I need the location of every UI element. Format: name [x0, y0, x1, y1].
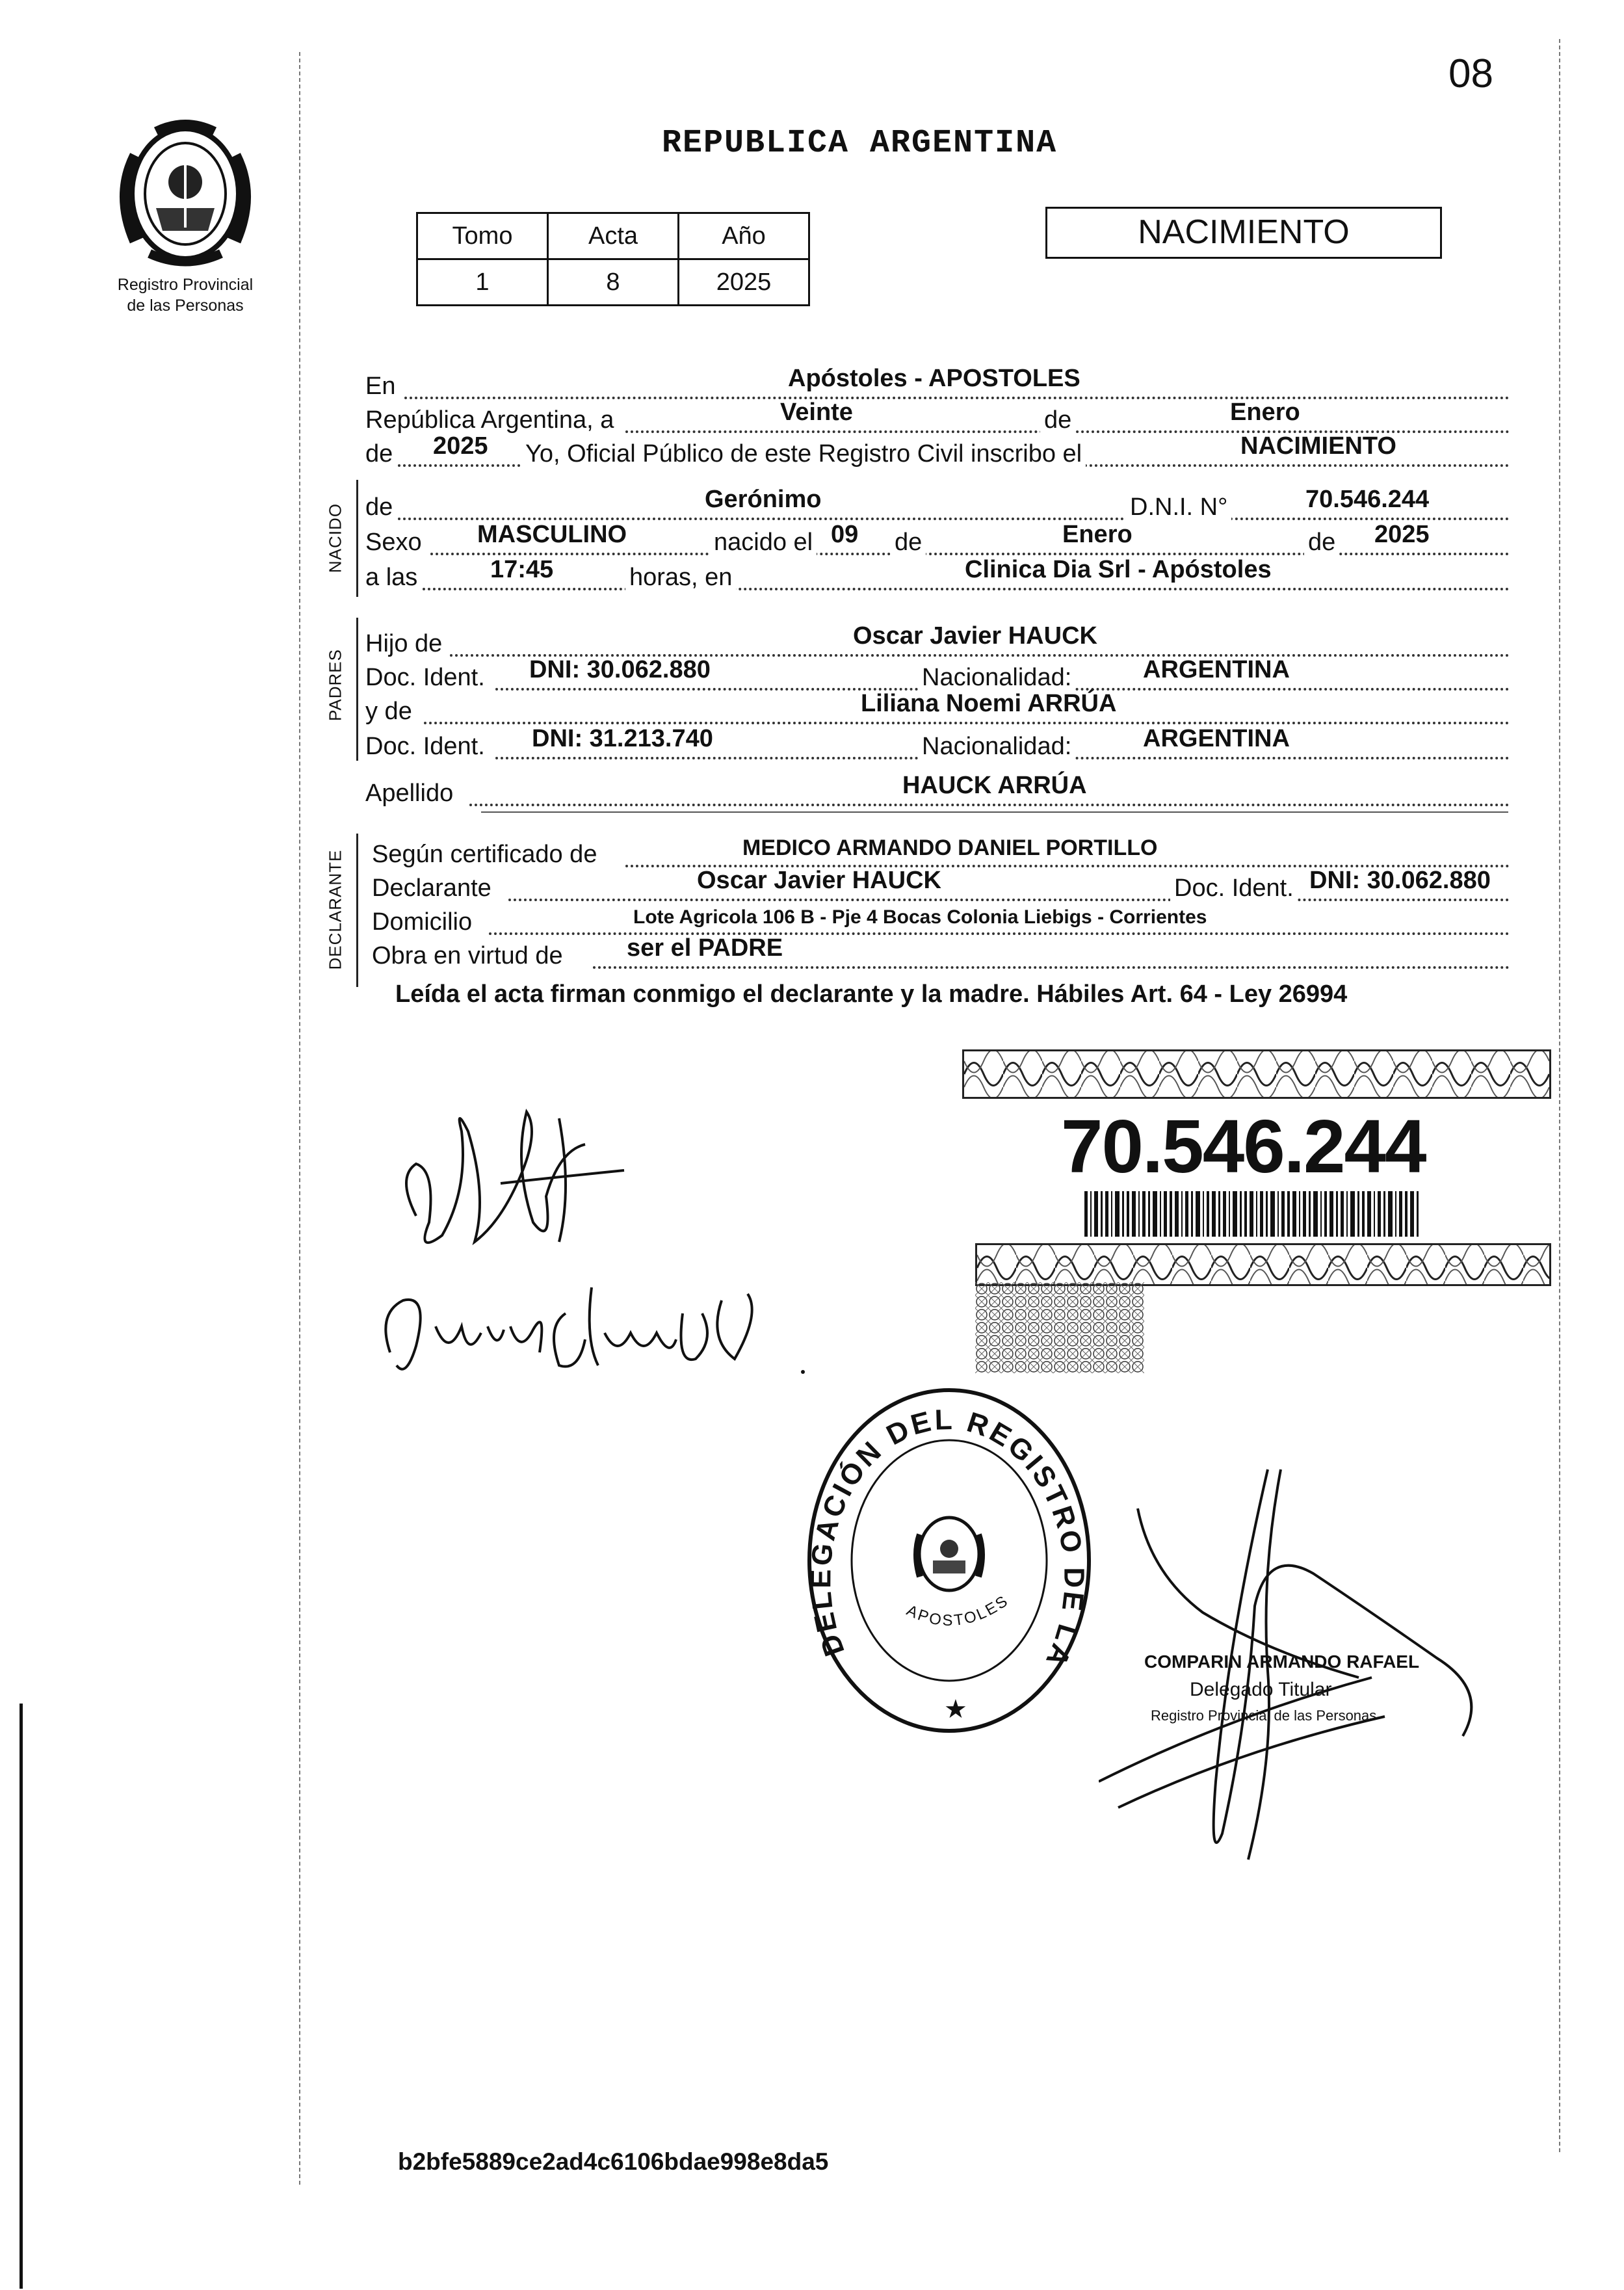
row-nacido-name — [365, 485, 1510, 523]
row-apellido — [365, 771, 1510, 809]
official-role: Delegado Titular — [1190, 1679, 1332, 1700]
label-en: En — [365, 373, 399, 401]
security-strip-bottom — [975, 1243, 1551, 1286]
value-birth-year: 2025 — [1374, 521, 1430, 548]
left-edge-bar — [20, 1704, 23, 2289]
value-domicilio: Lote Agricola 106 B - Pje 4 Bocas Colonia Liebigs - Corrientes — [633, 906, 1207, 928]
row-republica — [365, 398, 1510, 436]
act-type-box: NACIMIENTO — [1045, 207, 1442, 259]
label-republica: República Argentina, a — [365, 406, 618, 434]
value-certificado: MEDICO ARMANDO DANIEL PORTILLO — [742, 836, 1158, 860]
value-acta: 8 — [548, 259, 679, 306]
nacido-bracket — [356, 480, 358, 597]
label-certificado: Según certificado de — [372, 841, 601, 869]
label-y-de: y de — [365, 698, 416, 726]
page-number: 08 — [1448, 51, 1493, 96]
official-name: COMPARIN ARMANDO RAFAEL — [1144, 1652, 1420, 1672]
value-name: Gerónimo — [705, 486, 822, 513]
label-officer: Yo, Oficial Público de este Registro Civil inscribo el — [521, 440, 1086, 468]
value-act-word: NACIMIENTO — [1240, 432, 1396, 460]
nacido-label: NACIDO — [325, 503, 345, 573]
header-tomo: Tomo — [417, 213, 548, 259]
header-anio: Año — [679, 213, 809, 259]
value-father-doc: DNI: 30.062.880 — [529, 656, 711, 683]
province-logo — [111, 117, 260, 273]
label-apellido: Apellido — [365, 780, 457, 808]
row-y-de — [365, 689, 1510, 727]
row-domicilio — [365, 900, 1510, 938]
row-hora — [365, 555, 1510, 593]
row-obra — [365, 934, 1510, 971]
row-certificado — [365, 832, 1510, 870]
label-sexo: Sexo — [365, 529, 426, 557]
value-year: 2025 — [433, 432, 488, 460]
svg-text:APOSTOLES — [904, 1592, 1012, 1629]
header-acta: Acta — [548, 213, 679, 259]
label-declarante: Declarante — [372, 875, 495, 902]
value-father-nat: ARGENTINA — [1143, 656, 1290, 683]
legal-text: Leída el acta firman conmigo el declarante y la madre. Hábiles Art. 64 - Ley 26994 — [395, 980, 1348, 1008]
row-father-doc — [365, 655, 1510, 693]
value-decl-doc: DNI: 30.062.880 — [1309, 867, 1491, 894]
label-nacido-el: nacido el — [710, 529, 817, 557]
document-title: REPUBLICA ARGENTINA — [662, 125, 1058, 162]
row-sexo — [365, 520, 1510, 558]
label-de2: de — [891, 529, 926, 557]
value-day-words: Veinte — [780, 399, 853, 426]
declarante-bracket — [356, 834, 358, 987]
row-mother-doc — [365, 724, 1510, 762]
padres-bracket — [356, 618, 358, 761]
value-sexo: MASCULINO — [477, 521, 627, 548]
value-obra: ser el PADRE — [627, 934, 783, 962]
padres-label: PADRES — [325, 649, 345, 721]
declarante-label: DECLARANTE — [325, 849, 345, 970]
label-de: de — [1040, 406, 1075, 434]
value-birth-month: Enero — [1062, 521, 1133, 548]
right-margin-line — [1559, 39, 1560, 2152]
label-mother-nat: Nacionalidad: — [918, 733, 1075, 761]
declarant-signature — [390, 1092, 663, 1287]
left-margin-line — [299, 52, 300, 2185]
document-hash: b2bfe5889ce2ad4c6106bdae998e8da5 — [398, 2148, 829, 2175]
label-father-nat: Nacionalidad: — [918, 664, 1075, 692]
security-strip-top — [962, 1049, 1551, 1099]
label-hijo-de: Hijo de — [365, 630, 446, 658]
label-horas: horas, en — [625, 564, 736, 592]
label-father-doc: Doc. Ident. — [365, 664, 489, 692]
mother-signature — [371, 1274, 813, 1391]
row-en — [365, 364, 1510, 402]
value-apellido: HAUCK ARRÚA — [902, 772, 1087, 799]
row-declarante — [365, 866, 1510, 904]
row-hijo-de — [365, 622, 1510, 659]
value-place: Apóstoles - APOSTOLES — [788, 365, 1080, 392]
label-dni: D.N.I. N° — [1126, 494, 1231, 521]
value-mother-nat: ARGENTINA — [1143, 725, 1290, 752]
svg-text:★: ★ — [944, 1695, 967, 1724]
value-dni: 70.546.244 — [1305, 486, 1430, 513]
label-obra: Obra en virtud de — [372, 942, 567, 970]
value-mother-doc: DNI: 31.213.740 — [532, 725, 713, 752]
value-anio: 2025 — [679, 259, 809, 306]
label-nacido-de: de — [365, 494, 397, 521]
value-father: Oscar Javier HAUCK — [853, 622, 1097, 650]
logo-caption-line2: de las Personas — [127, 296, 244, 315]
seal-text: DELEGACIÓN DEL REGISTRO DE LA — [805, 1403, 1090, 1674]
logo-caption-line1: Registro Provincial — [117, 276, 254, 294]
official-org: Registro Provincial de las Personas — [1151, 1707, 1377, 1724]
label-domicilio: Domicilio — [372, 908, 476, 936]
label-year-prefix: de — [365, 440, 397, 468]
value-birth-place: Clinica Dia Srl - Apóstoles — [965, 556, 1272, 583]
id-number: 70.546.244 — [1061, 1104, 1426, 1189]
value-declarante: Oscar Javier HAUCK — [697, 867, 941, 894]
value-mother: Liliana Noemi ARRÚA — [861, 690, 1117, 717]
seal-city: APOSTOLES — [904, 1591, 1013, 1630]
security-hologram — [975, 1282, 1144, 1373]
value-tomo: 1 — [417, 259, 548, 306]
label-mother-doc: Doc. Ident. — [365, 733, 489, 761]
label-de3: de — [1304, 529, 1339, 557]
row-year — [365, 432, 1510, 469]
registry-table — [416, 212, 810, 306]
value-birth-day: 09 — [831, 521, 859, 548]
label-decl-doc: Doc. Ident. — [1170, 875, 1298, 902]
apellido-rule — [481, 811, 1508, 813]
value-time: 17:45 — [490, 556, 554, 583]
barcode — [1084, 1191, 1422, 1237]
value-month: Enero — [1230, 399, 1300, 426]
label-a-las: a las — [365, 564, 421, 592]
registry-seal — [800, 1378, 1099, 1743]
logo-caption — [91, 274, 280, 316]
